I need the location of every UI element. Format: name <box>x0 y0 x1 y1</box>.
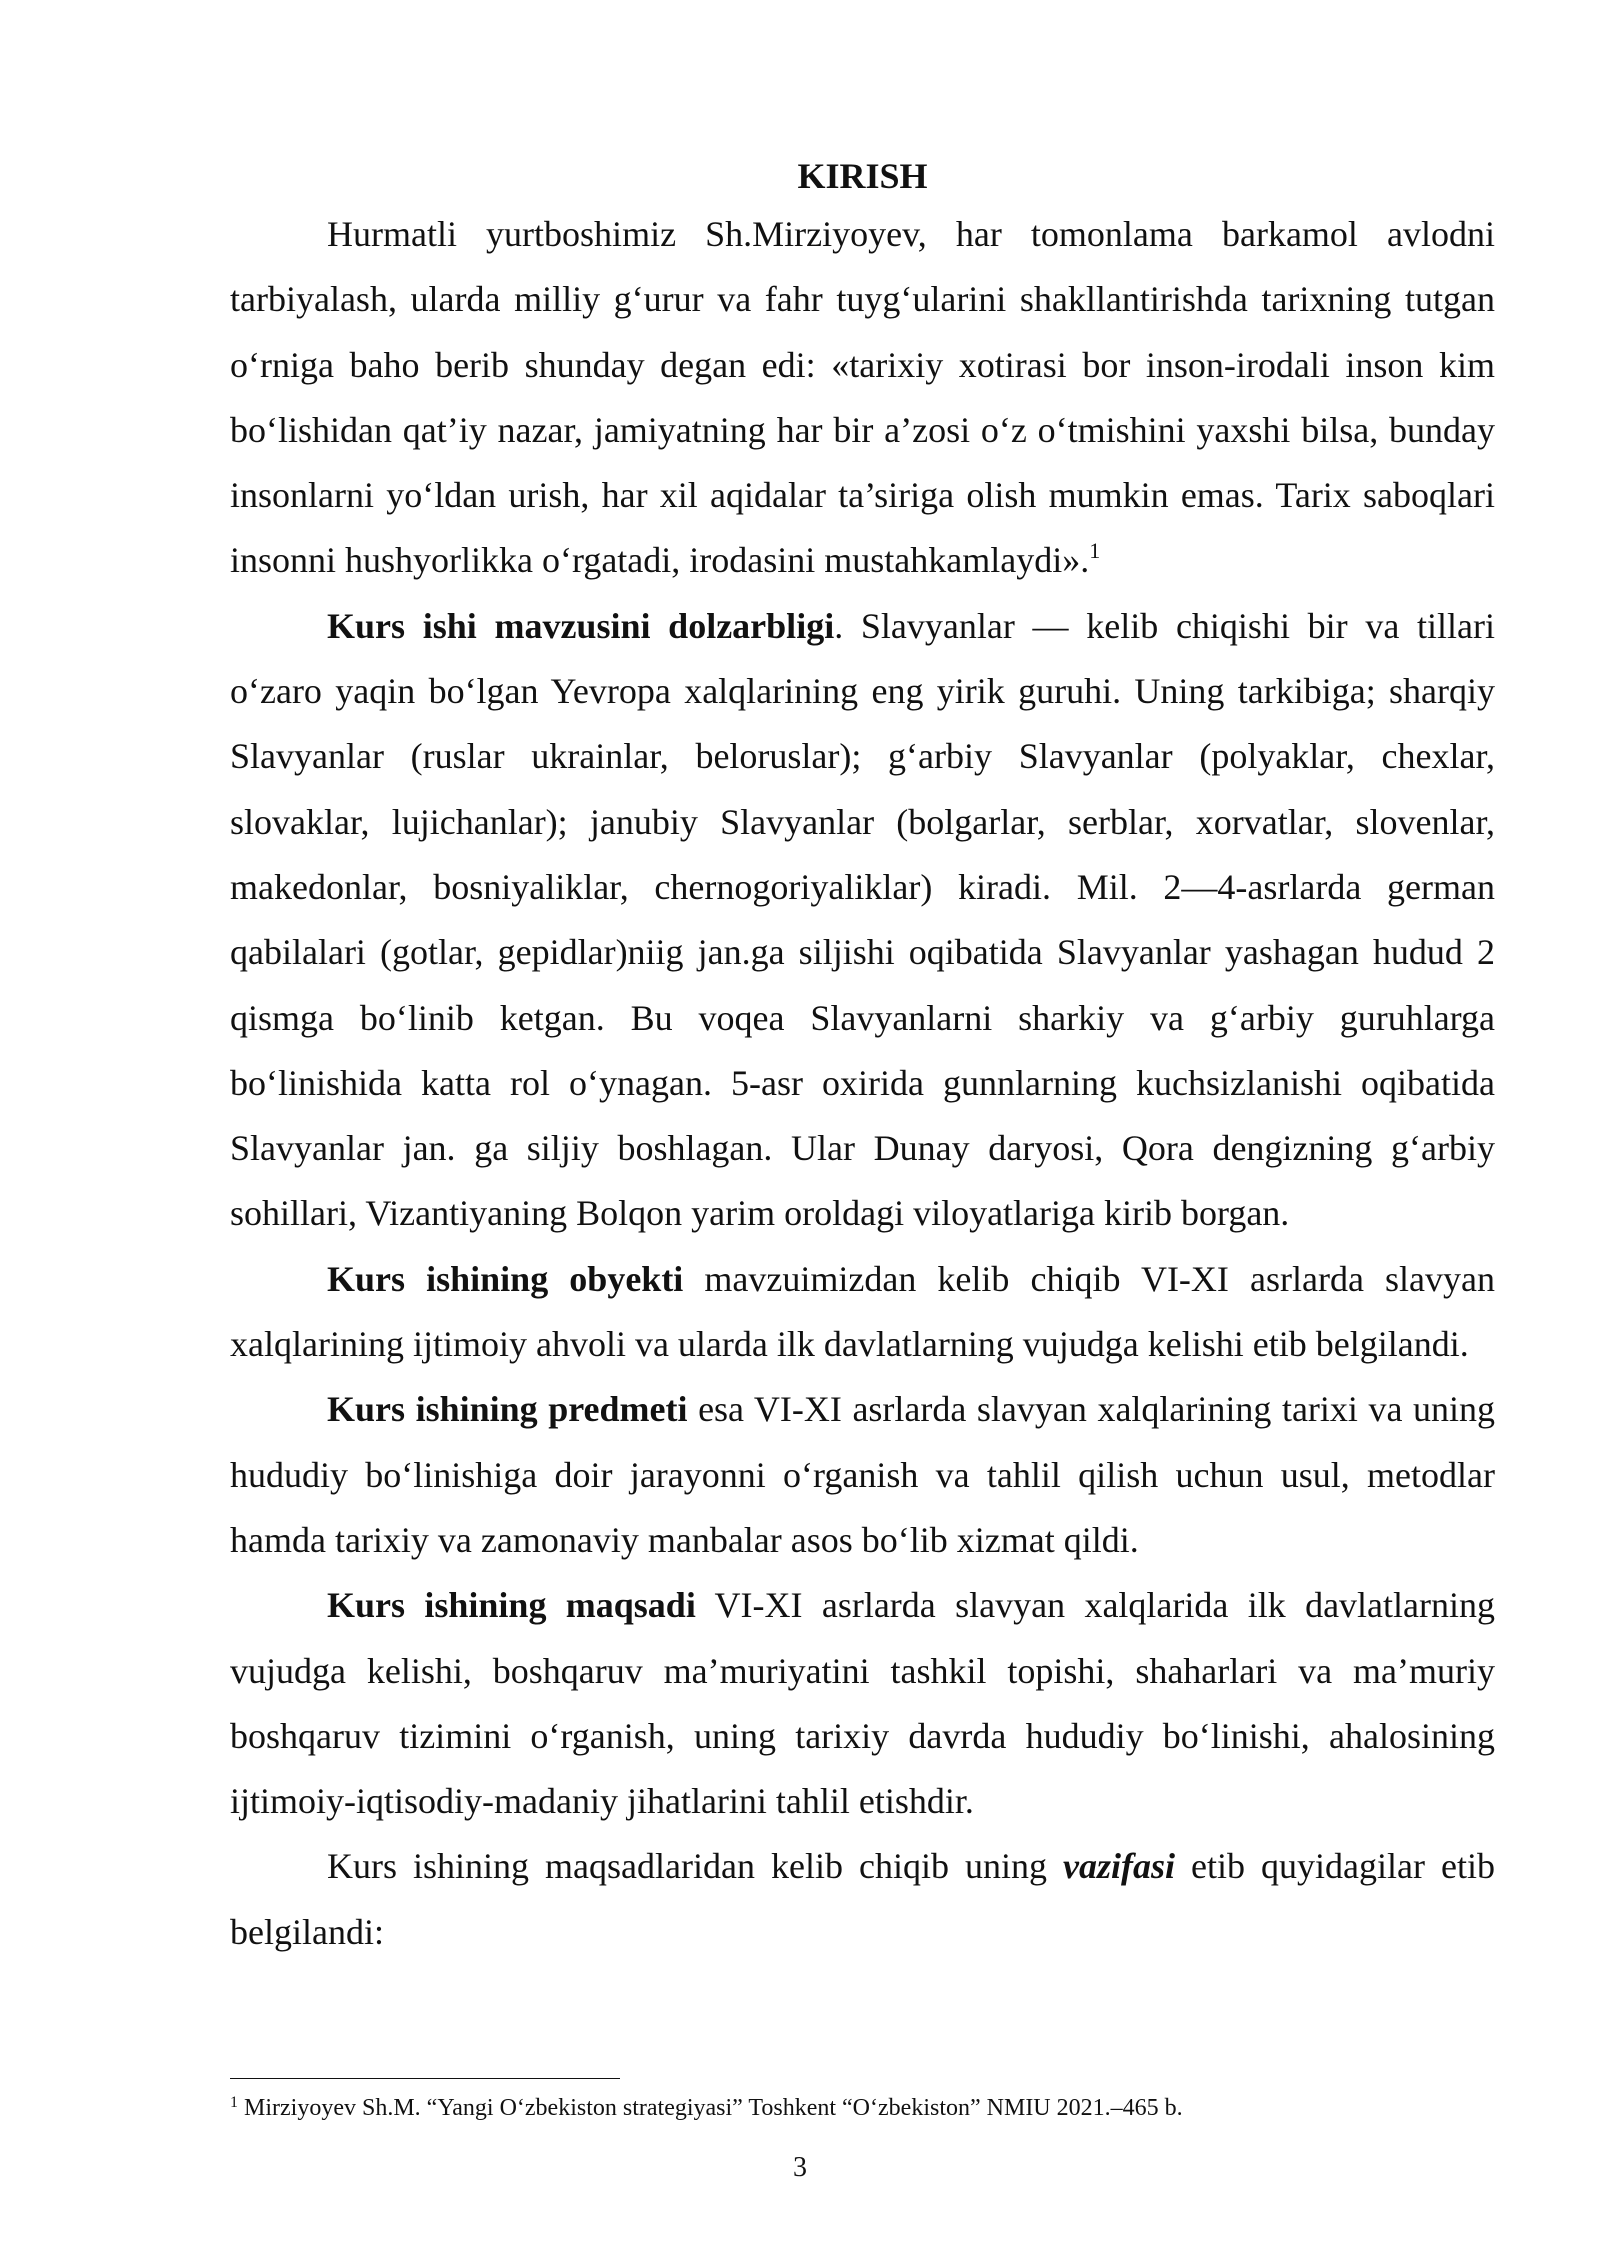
paragraph-text: Hurmatli yurtboshimiz Sh.Mirziyoyev, har tomonlama barkamol avlodni tarbiyalash, ularda milliy g‘urur va fahr tuyg‘ularini shakllantirishda tarixning tutgan o‘rniga baho berib shunday degan edi: «tarixiy xotirasi bor inson-irodali inson kim bo‘lishidan qat’iy nazar, jamiyatning har bir a’zosi o‘z o‘tmishini yaxshi bilsa, bunday insonlarni yo‘ldan urish, har xil aqidalar ta’siriga olish mumkin emas. Tarix saboqlari insonni hushyorlikka o‘rgatadi, irodasini mustahkamlaydi». <box>230 214 1495 581</box>
section-title: KIRISH <box>797 156 928 196</box>
paragraph-object <box>230 1247 1495 1378</box>
footnote-separator <box>230 2078 620 2079</box>
page-number: 3 <box>793 2152 807 2183</box>
paragraph-text: esa VI-XI asrlarda slavyan xalqlarining tarixi va uning hududiy bo‘linishiga doir jarayonni o‘rganish va tahlil qilish uchun usul, metodlar hamda tarixiy va zamonaviy manbalar asos bo‘lib xizmat qildi. <box>230 1389 1496 1560</box>
footnote-reference[interactable]: 1 <box>1089 538 1101 564</box>
paragraph-text: . Slavyanlar — kelib chiqishi bir va tillari o‘zaro yaqin bo‘lgan Yevropa xalqlarining eng yirik guruhi. Uning tarkibiga; sharqiy Slavyanlar (ruslar ukrainlar, beloruslar); g‘arbiy Slavyanlar (polyaklar, chexlar, slovaklar, lujichanlar); janubiy Slavyanlar (bolgarlar, serblar, xorvatlar, slovenlar, makedonlar, bosniyaliklar, chernogoriyaliklar) kiradi. Mil. 2—4-asrlarda german qabilalari (gotlar, gepidlar)niig jan.ga siljishi oqibatida Slavyanlar yashagan hudud 2 qismga bo‘linib ketgan. Bu voqea Slavyanlarni sharkiy va g‘arbiy guruhlarga bo‘linishida katta rol o‘ynagan. 5-asr oxirida gunnlarning kuchsizlanishi oqibatida Slavyanlar jan. ga siljiy boshlagan. Ular Dunay daryosi, Qora dengizning g‘arbiy sohillari, Vizantiyaning Bolqon yarim oroldagi viloyatlariga kirib borgan. <box>230 605 1496 1234</box>
paragraph-relevance <box>230 594 1495 1247</box>
paragraph-text: VI-XI asrlarda slavyan xalqlarida ilk davlatlarning vujudga kelishi, boshqaruv ma’muriyatini tashkil topishi, shaharlari va ma’muriy boshqaruv tizimini o‘rganish, uning tarixiy davrda hududiy bo‘linishi, ahalosining ijtimoiy-iqtisodiy-madaniy jihatlarini tahlil etishdir. <box>230 1585 1495 1822</box>
paragraph-text: mavzuimizdan kelib chiqib VI-XI asrlarda slavyan xalqlarining ijtimoiy ahvoli va ularda ilk davlatlarning vujudga kelishi etib belgilandi. <box>230 1258 1495 1365</box>
paragraph-heading: Kurs ishining obyekti <box>327 1258 684 1299</box>
paragraph-heading: Kurs ishining maqsadi <box>327 1585 696 1626</box>
page-body <box>230 150 1495 1965</box>
footnote-text: Mirziyoyev Sh.M. “Yangi O‘zbekiston strategiyasi” Toshkent “O‘zbekiston” NMIU 2021.–465 b. <box>238 2095 1183 2121</box>
paragraph-tasks <box>230 1834 1495 1965</box>
paragraph-keyword: vazifasi <box>1063 1846 1176 1887</box>
paragraph-intro <box>230 202 1495 594</box>
paragraph-text: Kurs ishining maqsadlaridan kelib chiqib uning <box>327 1846 1064 1887</box>
paragraph-goal <box>230 1573 1495 1834</box>
footnote <box>230 2092 1495 2124</box>
footnote-number: 1 <box>230 2094 238 2111</box>
paragraph-text: etib quyidagilar etib belgilandi: <box>230 1846 1495 1952</box>
paragraph-heading: Kurs ishi mavzusini dolzarbligi <box>327 605 835 646</box>
paragraph-subject <box>230 1377 1495 1573</box>
paragraph-heading: Kurs ishining predmeti <box>327 1389 688 1430</box>
